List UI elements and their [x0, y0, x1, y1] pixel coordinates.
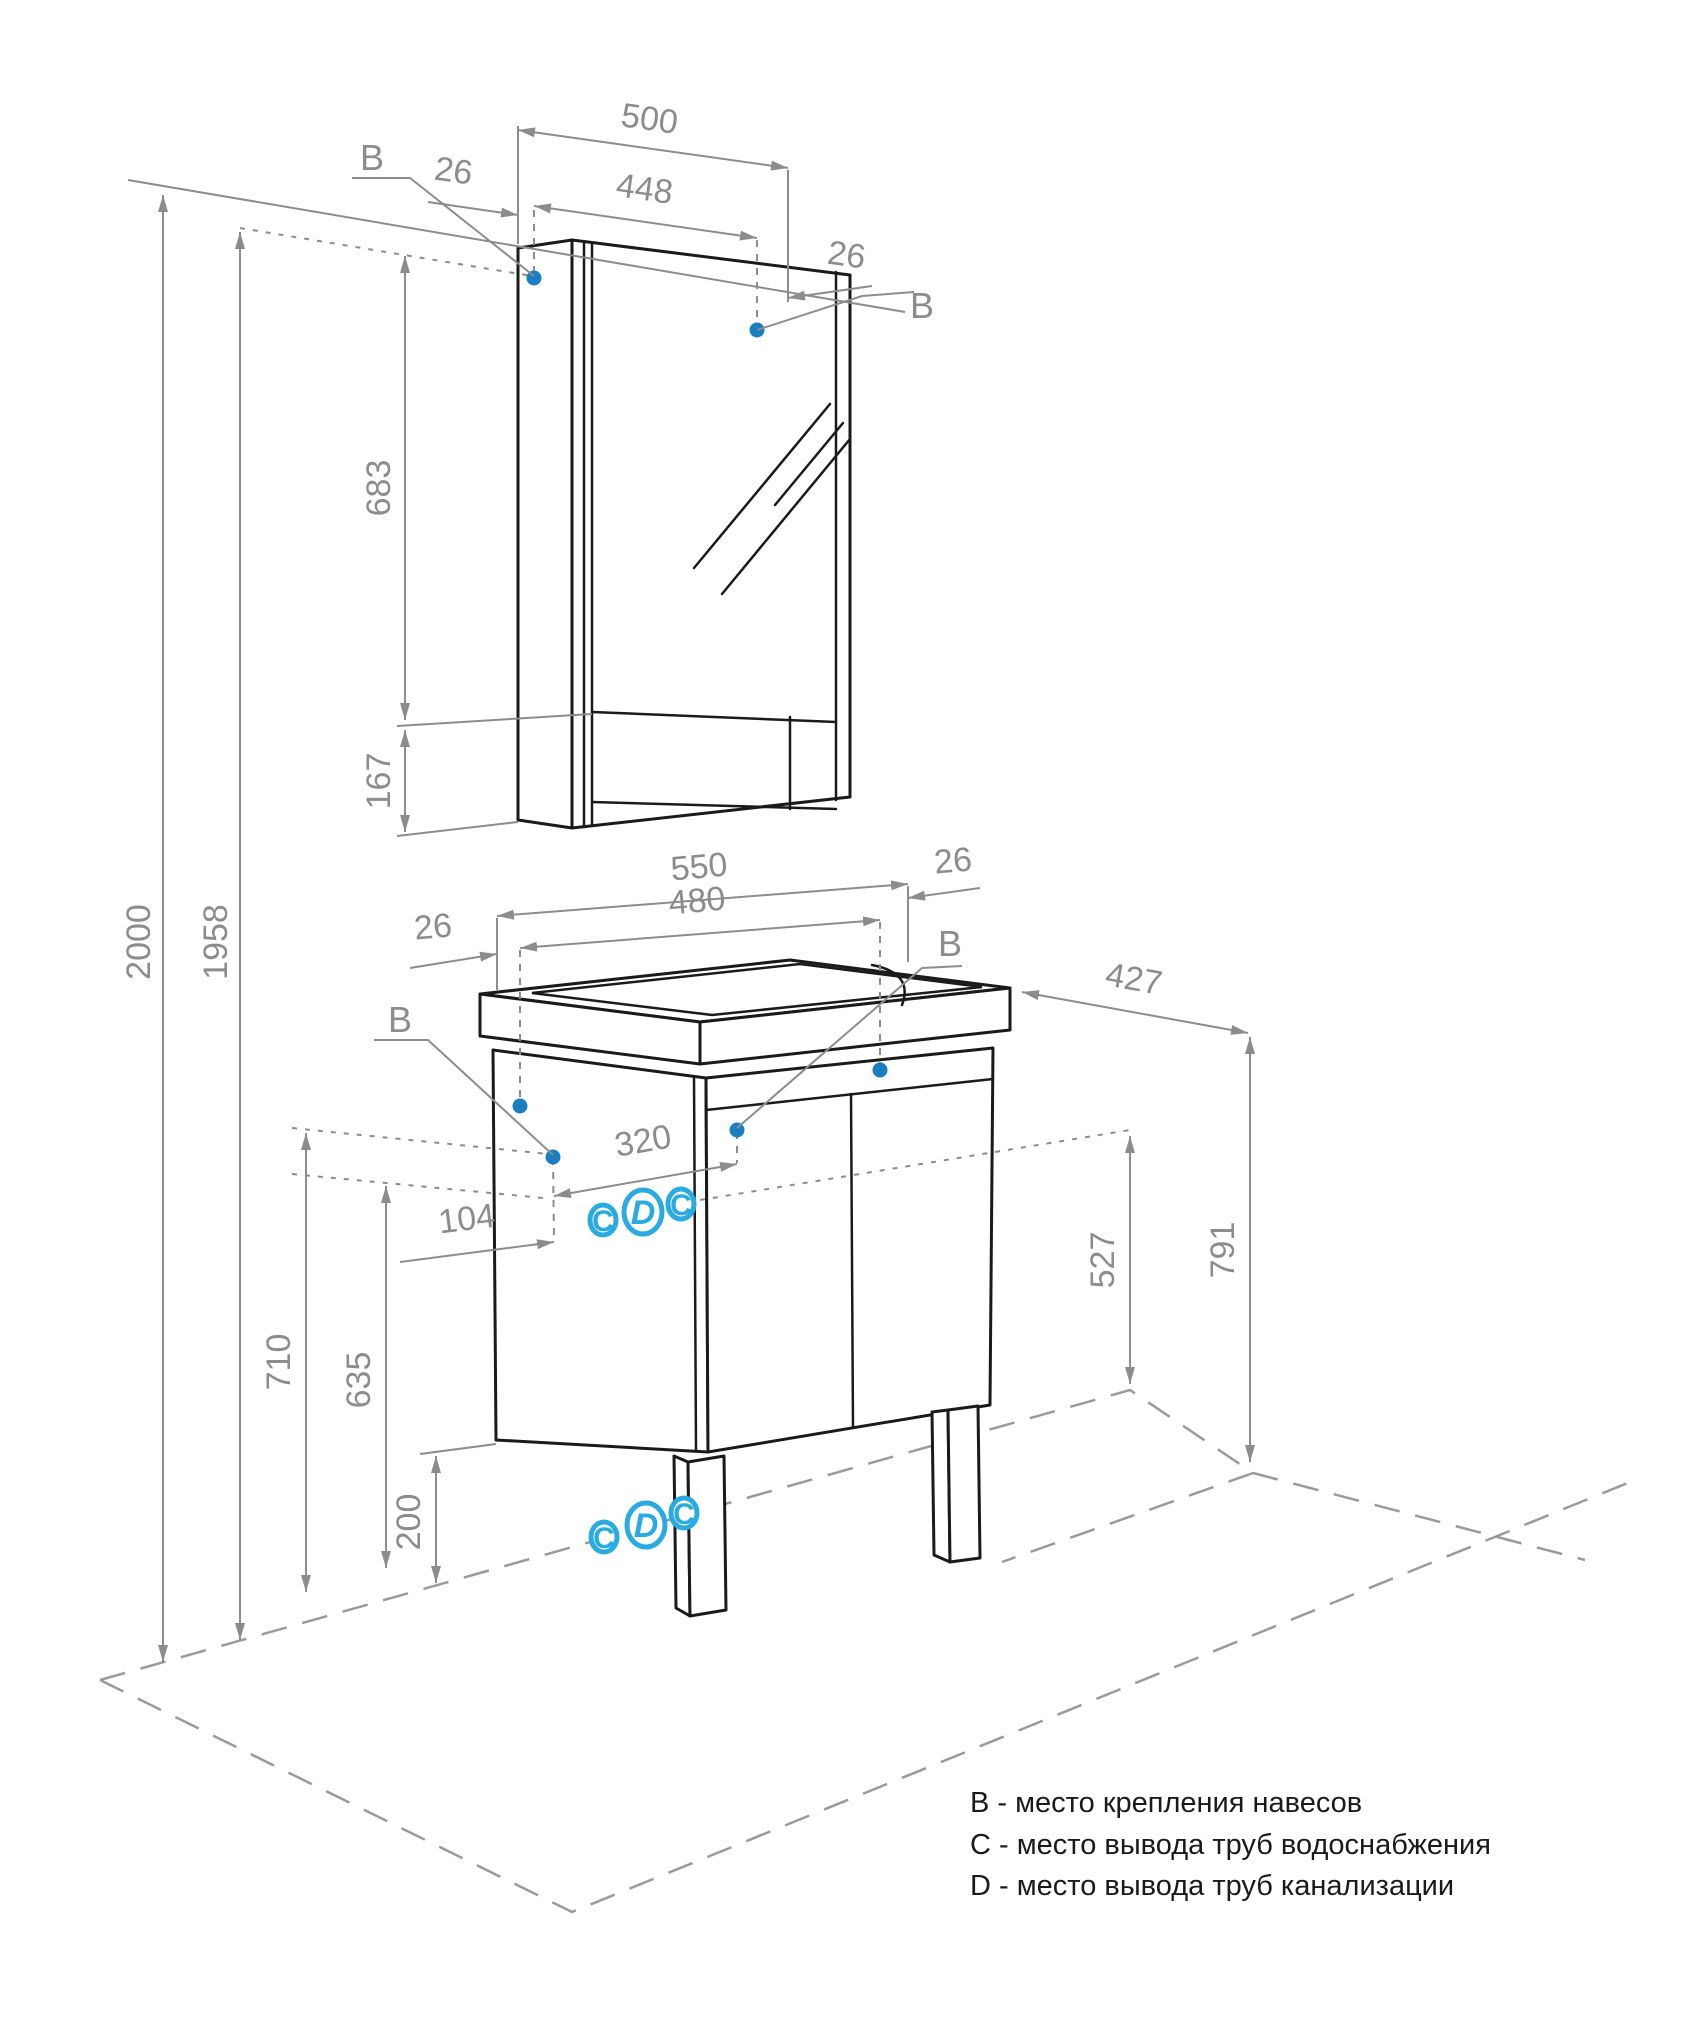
- floor-back-edge: [100, 1390, 1585, 1680]
- ext-cabinet-bottom: [420, 1444, 496, 1454]
- water-pipe-letter: C: [593, 1522, 615, 1555]
- dim-sink-mount-span: 480: [667, 879, 727, 923]
- mirror-side-panel: [518, 240, 572, 828]
- ext-mirror-bottom: [397, 822, 518, 836]
- vanity-unit: [480, 960, 1010, 1616]
- dim-pipe-level-lower: 635: [340, 1351, 378, 1409]
- dim-leg-height: 200: [390, 1493, 428, 1551]
- dim-sink-depth: 427: [1102, 955, 1166, 1003]
- dim-wall-height: 2000: [120, 904, 158, 980]
- dim-sink-width: 550: [669, 845, 729, 889]
- dim-line-26-sink-left: [410, 954, 497, 968]
- dim-mirror-height: 683: [360, 459, 398, 517]
- dim-pipe-level-upper: 710: [260, 1333, 298, 1391]
- mirror-cabinet: [518, 240, 850, 828]
- label-b-mirror-right: B: [909, 285, 935, 326]
- water-pipe-letter: C: [673, 1498, 695, 1531]
- floor-right-corner-edge: [1002, 1473, 1253, 1562]
- label-b-mirror-left: B: [359, 137, 385, 178]
- dim-mirror-shelf: 167: [360, 752, 398, 810]
- legend-line-water: C - место вывода труб водоснабжения: [970, 1829, 1491, 1861]
- drain-pipe-letter: D: [630, 1194, 656, 1232]
- legend: [970, 1787, 1491, 1902]
- dim-line-26-sink-right: [908, 888, 980, 898]
- water-pipe-letter: C: [592, 1205, 614, 1238]
- dim-line-448: [534, 206, 757, 238]
- label-b-vanity-left: B: [387, 999, 413, 1040]
- dim-vanity-mount-span: 320: [611, 1117, 675, 1165]
- mirror-front: [572, 240, 850, 828]
- sink-mount-dot-left: [513, 1099, 528, 1114]
- dim-mirror-mount-span: 448: [613, 166, 676, 212]
- dim-vanity-height: 791: [1204, 1221, 1242, 1279]
- legend-line-mounts: B - место крепления навесов: [970, 1787, 1363, 1819]
- leader-mirror-b-left: [352, 178, 534, 276]
- dim-mount-height: 1958: [197, 904, 235, 980]
- dim-sink-offset-right: 26: [932, 840, 974, 882]
- dim-mirror-width: 500: [618, 96, 681, 142]
- dim-mirror-offset-left: 26: [432, 149, 475, 193]
- label-b-vanity-right: B: [937, 923, 963, 964]
- dim-mount-level: 527: [1084, 1231, 1122, 1289]
- drain-pipe-letter: D: [633, 1507, 659, 1545]
- dim-sink-offset-left: 26: [412, 906, 454, 948]
- dim-mirror-offset-right: 26: [825, 233, 868, 277]
- ext-dotted-mount-level: [240, 228, 532, 276]
- dim-side-offset: 104: [436, 1196, 498, 1242]
- cabinet-front-face: [706, 1048, 993, 1452]
- vanity-mount-dot-left: [546, 1150, 561, 1165]
- sink-mount-dot-right: [873, 1063, 888, 1078]
- front-left-leg: [674, 1456, 726, 1616]
- front-right-leg: [932, 1406, 980, 1562]
- dim-line-480: [520, 920, 880, 948]
- water-pipe-letter: C: [670, 1189, 692, 1222]
- legend-line-drain: D - место вывода труб канализации: [970, 1870, 1455, 1902]
